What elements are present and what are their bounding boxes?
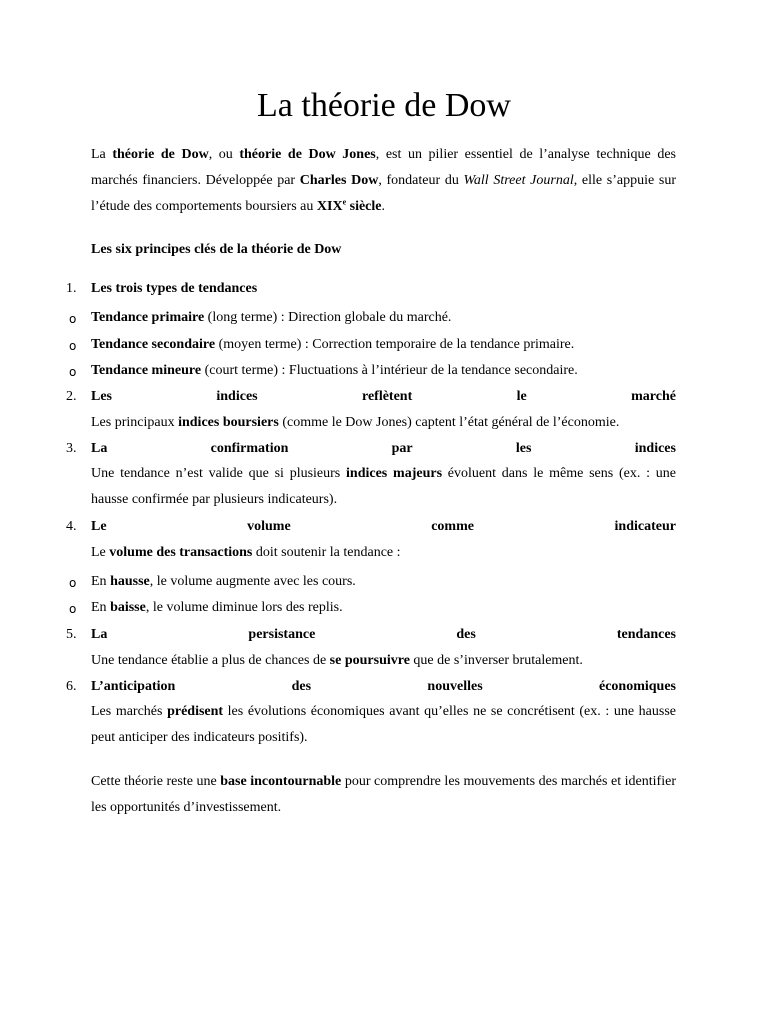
title-word: marché [631,389,676,404]
body-text: les évolutions économiques avant qu’elles ne se concrétisent (ex. : une hausse peut anticiper des indicateurs positifs). [91,704,676,745]
bullet-text: En [91,574,111,589]
title-word: Les [91,389,112,404]
century-word: siècle [346,199,382,214]
title-word: les [515,441,532,456]
body-bold: se poursuivre [329,653,410,668]
principle-title [91,439,676,459]
principle-title [91,517,676,537]
body-text: évoluent dans le même sens (ex. : une hausse confirmée par plusieurs indicateurs). [91,466,677,507]
principle-title [91,625,676,645]
body-text: Une tendance établie a plus de chances de [91,653,330,668]
bullet-text: (moyen terme) : Correction temporaire de la tendance primaire. [215,337,575,352]
intro-bold: théorie de Dow Jones [239,147,376,162]
title-word: indicateur [614,519,676,534]
intro-italic: Wall Street Journal [463,173,574,188]
title-word: confirmation [210,441,289,456]
bullet-text: , le volume diminue lors des replis. [145,600,343,615]
intro-bold-century [317,199,382,214]
century-numeral: XIX [316,199,343,214]
title-word: des [456,627,476,642]
bullet-item [91,598,676,618]
principle-title [91,387,676,407]
bullet-text: (long terme) : Direction globale du marché. [204,310,452,325]
bullet-item [91,335,676,355]
bullet-text: (court terme) : Fluctuations à l’intérieur de la tendance secondaire. [201,363,578,378]
title-word: économiques [599,679,676,694]
title-word: tendances [616,627,676,642]
title-word: indices [634,441,676,456]
title-word: La [91,441,108,456]
title-word: Le [91,519,107,534]
section-heading: Les six principes clés de la théorie de Dow [91,242,342,257]
bullet-bold: Tendance secondaire [91,337,216,352]
document-title: La théorie de Dow [257,87,511,124]
bullet-item [91,308,676,328]
principle-body [91,413,676,433]
body-text: doit soutenir la tendance : [252,545,401,560]
intro-paragraph [91,142,676,220]
body-text: Le [91,545,110,560]
bullet-marker: o [69,365,77,379]
title-word: volume [247,519,291,534]
conclusion-text: Cette théorie reste une [91,774,221,789]
century-superscript: e [342,197,347,207]
body-text: Les principaux [91,415,179,430]
body-text: Les marchés [91,704,168,719]
list-number: 6. [66,679,77,694]
intro-text: La [91,147,113,162]
conclusion-paragraph [91,769,676,821]
principle-body [91,461,676,513]
bullet-marker: o [69,576,77,590]
body-text: Une tendance n’est valide que si plusieurs [91,466,347,481]
bullet-item [91,361,676,381]
list-number: 2. [66,389,77,404]
bullet-item [91,572,676,592]
list-number: 5. [66,627,77,642]
intro-bold: Charles Dow [299,173,379,188]
title-word: La [91,627,108,642]
body-text: (comme le Dow Jones) captent l’état général de l’économie. [278,415,620,430]
principle-body [91,651,676,671]
principle-body [91,543,676,563]
intro-text: , fondateur du [378,173,464,188]
principle-title: Les trois types de tendances [91,281,258,296]
bullet-bold: Tendance mineure [91,363,202,378]
body-bold: indices boursiers [178,415,279,430]
title-word: indices [216,389,258,404]
body-bold: prédisent [167,704,224,719]
bullet-text: En [91,600,111,615]
bullet-marker: o [69,312,77,326]
intro-text: , ou [208,147,240,162]
title-word: reflètent [361,389,413,404]
title-word: L’anticipation [91,679,176,694]
bullet-bold: Tendance primaire [91,310,205,325]
bullet-text: , le volume augmente avec les cours. [149,574,356,589]
intro-text: . [381,199,385,214]
intro-text: , elle s’appuie sur l’étude des comportements boursiers au [91,173,676,214]
title-word: persistance [248,627,316,642]
list-number: 3. [66,441,77,456]
conclusion-text: pour comprendre les mouvements des marchés et identifier les opportunités d’investissement. [91,774,676,815]
list-number: 1. [66,281,77,296]
intro-text: , est un pilier essentiel de l’analyse technique des marchés financiers. Développée par [91,147,676,188]
title-word: des [291,679,312,694]
title-word: comme [431,519,474,534]
list-number: 4. [66,519,77,534]
principle-body [91,699,676,751]
body-bold: indices majeurs [346,466,443,481]
bullet-marker: o [69,602,77,616]
title-word: nouvelles [427,679,483,694]
conclusion-bold: base incontournable [220,774,342,789]
bullet-marker: o [69,339,77,353]
title-word: le [516,389,527,404]
body-text: que de s’inverser brutalement. [409,653,583,668]
title-word: par [391,441,413,456]
principle-title [91,677,676,697]
body-bold: volume des transactions [109,545,253,560]
bullet-bold: hausse [110,574,150,589]
intro-bold: théorie de Dow [112,147,209,162]
bullet-bold: baisse [110,600,146,615]
